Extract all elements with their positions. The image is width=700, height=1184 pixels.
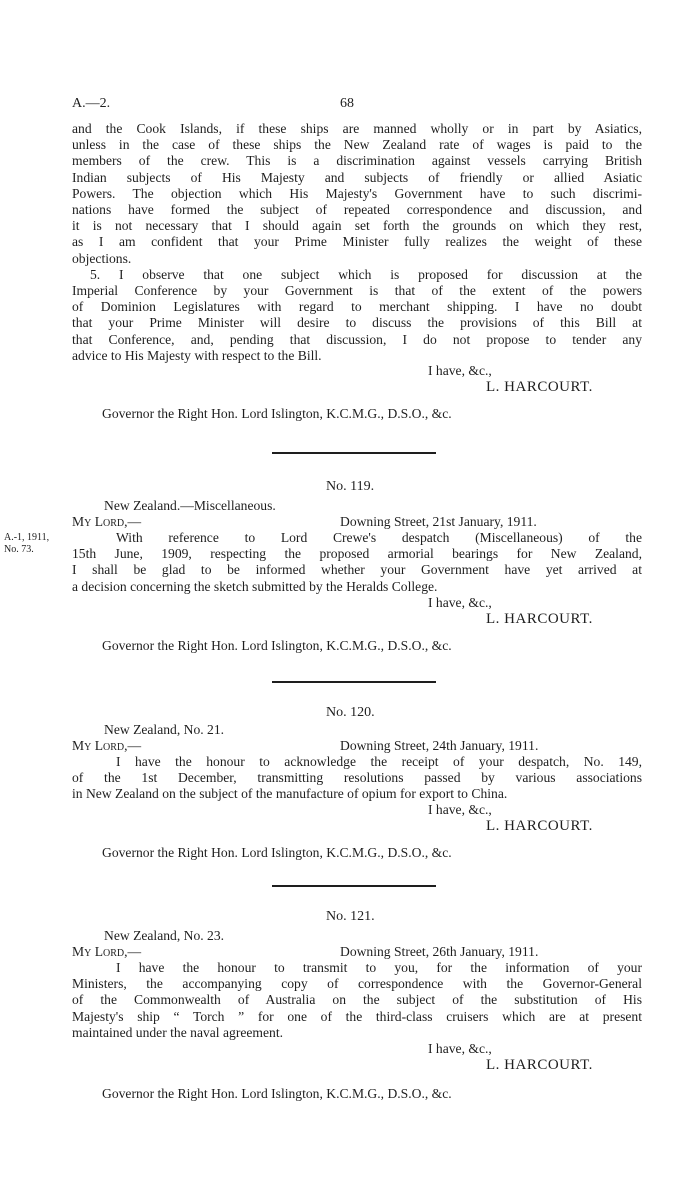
closing: I have, &c., — [428, 363, 492, 378]
body-line: of the 1st December, transmitting resolutions passed by various associations — [72, 770, 642, 786]
salutation: My Lord,— — [72, 738, 142, 753]
document-reference: A.—2. — [72, 96, 111, 111]
margin-reference: A.-1, 1911, No. 73. — [4, 532, 50, 555]
body-line: in New Zealand on the subject of the manufacture of opium for export to China. — [72, 786, 508, 802]
body-line: Majesty's ship “ Torch ” for one of the third-class cruisers which are at present — [72, 1008, 642, 1024]
body-line: advice to His Majesty with respect to the Bill. — [72, 347, 322, 363]
body-line: of the Commonwealth of Australia on the subject of the substitution of His — [72, 992, 642, 1008]
section-divider — [272, 681, 436, 683]
addressee: Governor the Right Hon. Lord Islington, K.C.M.G., D.S.O., &c. — [102, 1086, 452, 1101]
body-line: that Conference, and, pending that discussion, I do not propose to tender any — [72, 331, 642, 347]
addressee: Governor the Right Hon. Lord Islington, K.C.M.G., D.S.O., &c. — [102, 638, 452, 653]
body-line: I have the honour to acknowledge the receipt of your despatch, No. 149, — [116, 754, 642, 769]
addressee: Governor the Right Hon. Lord Islington, K.C.M.G., D.S.O., &c. — [102, 406, 452, 421]
letter-number: No. 120. — [326, 705, 375, 720]
section-divider — [272, 885, 436, 887]
body-line: I have the honour to transmit to you, for the information of your — [116, 960, 642, 975]
body-line: unless in the case of these ships the New Zealand rate of wages is paid to the — [72, 137, 642, 153]
signature: L. HARCOURT. — [486, 1057, 593, 1073]
body-line: Ministers, the accompanying copy of correspondence with the Governor-General — [72, 976, 642, 992]
body-line: Indian subjects of His Majesty and subjects of friendly or allied Asiatic — [72, 169, 642, 185]
letter-date: Downing Street, 24th January, 1911. — [340, 738, 539, 753]
page-number: 68 — [340, 96, 354, 111]
letter-date: Downing Street, 21st January, 1911. — [340, 514, 537, 529]
body-line: nations have formed the subject of repeated correspondence and discussion, and — [72, 202, 642, 218]
section-divider — [272, 452, 436, 454]
body-line: that your Prime Minister will desire to discuss the provisions of this Bill at — [72, 315, 642, 331]
letter-body — [72, 960, 642, 1041]
letter-number: No. 121. — [326, 909, 375, 924]
signature: L. HARCOURT. — [486, 611, 593, 627]
body-line: it is not necessary that I should again set forth the grounds on which they rest, — [72, 218, 642, 234]
body-line: objections. — [72, 250, 132, 266]
body-line: 15th June, 1909, respecting the proposed armorial bearings for New Zealand, — [72, 546, 642, 562]
salutation: My Lord,— — [72, 514, 142, 529]
body-line: Imperial Conference by your Government is that of the extent of the powers — [72, 283, 642, 299]
signature: L. HARCOURT. — [486, 818, 593, 834]
letter-subject: New Zealand, No. 21. — [104, 722, 225, 737]
body-line: members of the crew. This is a discrimination against vessels carrying British — [72, 153, 642, 169]
letter-subject: New Zealand.—Miscellaneous. — [104, 498, 276, 513]
closing: I have, &c., — [428, 1041, 492, 1056]
body-line: and the Cook Islands, if these ships are manned wholly or in part by Asiatics, — [72, 121, 642, 136]
continuation-body — [72, 121, 642, 364]
body-line: a decision concerning the sketch submitted by the Heralds College. — [72, 578, 438, 594]
paragraph-5-start: 5. I observe that one subject which is proposed for discussion at the — [90, 266, 642, 282]
body-line: of Dominion Legislatures with regard to merchant shipping. I have no doubt — [72, 299, 642, 315]
closing: I have, &c., — [428, 595, 492, 610]
body-line: as I am confident that your Prime Minister fully realizes the weight of these — [72, 234, 642, 250]
letter-date: Downing Street, 26th January, 1911. — [340, 944, 539, 959]
letter-subject: New Zealand, No. 23. — [104, 928, 225, 943]
signature: L. HARCOURT. — [486, 379, 593, 395]
letter-body — [72, 530, 642, 595]
page-header — [72, 96, 642, 116]
salutation: My Lord,— — [72, 944, 142, 959]
closing: I have, &c., — [428, 802, 492, 817]
letter-body — [72, 754, 642, 803]
body-line: maintained under the naval agreement. — [72, 1024, 283, 1040]
body-line: I shall be glad to be informed whether your Government have yet arrived at — [72, 562, 642, 578]
body-line: Powers. The objection which His Majesty's Government have to such discrimi- — [72, 185, 642, 201]
letter-number: No. 119. — [326, 479, 375, 494]
body-line: With reference to Lord Crewe's despatch (Miscellaneous) of the — [116, 530, 642, 545]
addressee: Governor the Right Hon. Lord Islington, K.C.M.G., D.S.O., &c. — [102, 845, 452, 860]
